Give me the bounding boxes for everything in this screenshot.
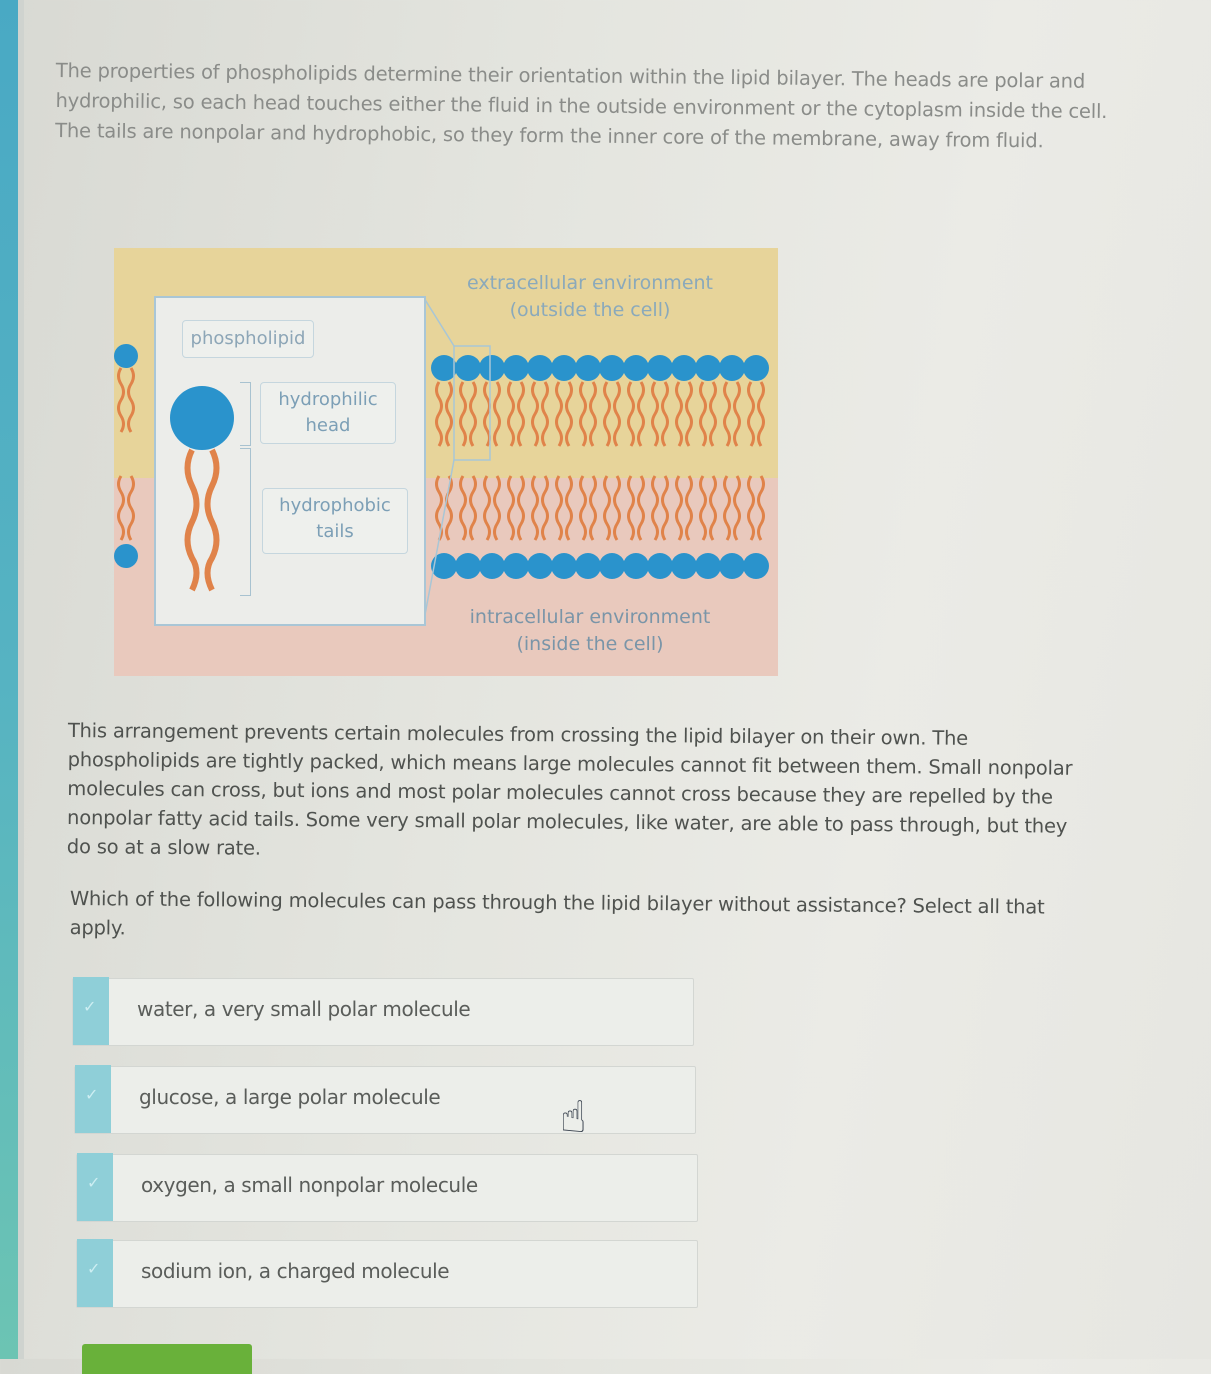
question-text: Which of the following molecules can pass through the lipid bilayer without assistance? Select all that apply. <box>69 886 1045 940</box>
check-icon: ✓ <box>83 997 97 1016</box>
intracellular-label-line1: intracellular environment <box>469 606 711 628</box>
option-label: sodium ion, a charged molecule <box>141 1259 450 1283</box>
head-label-line1: hydrophilic <box>278 389 378 410</box>
checkbox[interactable] <box>75 1065 111 1133</box>
option-water[interactable] <box>72 978 694 1046</box>
extracellular-label <box>430 270 750 324</box>
head-bracket <box>240 382 251 446</box>
option-label: oxygen, a small nonpolar molecule <box>141 1173 478 1197</box>
hand-pointer-cursor-icon: ☝ <box>560 1092 587 1143</box>
intracellular-label <box>430 604 750 658</box>
option-label: water, a very small polar molecule <box>137 997 471 1021</box>
checkbox[interactable] <box>73 977 109 1045</box>
extracellular-label-line2: (outside the cell) <box>509 299 671 321</box>
intracellular-label-line2: (inside the cell) <box>516 633 664 655</box>
extracellular-label-line1: extracellular environment <box>466 272 714 294</box>
phospholipid-label: phospholipid <box>182 320 314 358</box>
intro-paragraph: The properties of phospholipids determine their orientation within the lipid bilayer. The heads are polar and hydrophilic, so each head touches either the fluid in the outside environment or the cytoplasm inside the cell. The tails are nonpolar and hydrophobic, so they form the inner core of the membrane, away from fluid. <box>55 58 1108 153</box>
single-phospholipid-icon <box>166 378 246 598</box>
option-glucose[interactable] <box>74 1066 696 1134</box>
phospholipid-callout <box>154 296 426 626</box>
option-label: glucose, a large polar molecule <box>139 1085 441 1109</box>
check-icon: ✓ <box>87 1259 101 1278</box>
submit-button[interactable] <box>82 1344 252 1374</box>
option-oxygen[interactable] <box>76 1154 698 1222</box>
head-label-line2: head <box>305 415 351 436</box>
edge-phospholipids <box>114 344 138 568</box>
left-edge-strip <box>0 0 18 1359</box>
hydrophilic-head-label <box>260 382 396 444</box>
left-edge-gap <box>18 0 24 1359</box>
check-icon: ✓ <box>87 1173 101 1192</box>
bilayer-bottom-tails <box>437 476 764 540</box>
tail-label-line1: hydrophobic <box>279 495 391 516</box>
check-icon: ✓ <box>85 1085 99 1104</box>
explanation-paragraph: This arrangement prevents certain molecules from crossing the lipid bilayer on their own. The phospholipids are tightly packed, which means large molecules cannot fit between them. Small nonpolar molecules can cross, but ions and most polar molecules cannot cross because they are repelled by the nonpolar fatty acid tails. Some very small polar molecules, like water, are able to pass through, but they do so at a slow rate. <box>66 718 1073 860</box>
tail-bracket <box>240 448 251 596</box>
tail-label-line2: tails <box>316 521 354 542</box>
lipid-bilayer-diagram <box>114 248 778 676</box>
bilayer-top-tails <box>437 382 764 446</box>
bilayer-top-heads <box>431 355 769 381</box>
checkbox[interactable] <box>77 1239 113 1307</box>
bilayer-bottom-heads <box>431 553 769 579</box>
option-sodium-ion[interactable] <box>76 1240 698 1308</box>
checkbox[interactable] <box>77 1153 113 1221</box>
hydrophobic-tails-label <box>262 488 408 554</box>
